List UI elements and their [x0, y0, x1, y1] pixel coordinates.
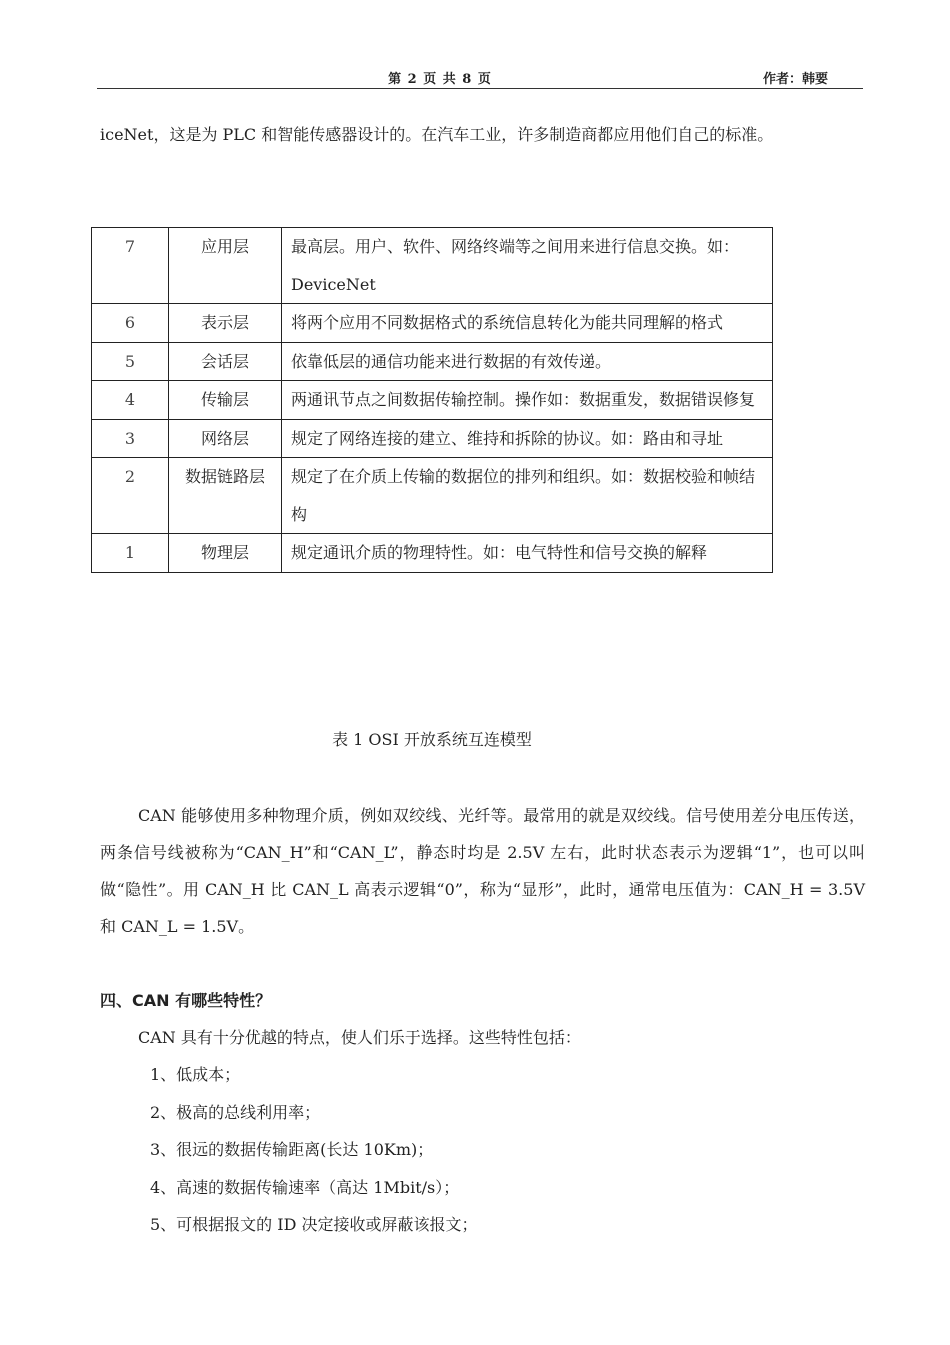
intro-text: iceNet，这是为 PLC 和智能传感器设计的。在汽车工业，许多制造商都应用他们自己的标准。	[100, 125, 774, 144]
layer-description-cell: 规定了网络连接的建立、维持和拆除的协议。如：路由和寻址	[282, 419, 773, 458]
table-row	[92, 304, 773, 343]
layer-number-cell: 3	[92, 419, 169, 458]
can-description-paragraph: CAN 能够使用多种物理介质，例如双绞线、光纤等。最常用的就是双绞线。信号使用差分电压传送，两条信号线被称为“CAN_H”和“CAN_L”，静态时均是 2.5V 左右，此时状态表示为逻辑“1”，也可以叫做“隐性”。用 CAN_H 比 CAN_L 高表示逻辑“0”，称为“显形”，此时，通常电压值为：CAN_H = 3.5V 和 CAN_L = 1.5V。	[100, 806, 865, 936]
layer-name-cell: 表示层	[169, 304, 282, 343]
layer-name-cell: 传输层	[169, 381, 282, 420]
layer-number-cell: 5	[92, 342, 169, 381]
table-row	[92, 534, 773, 573]
table-caption: 表 1 OSI 开放系统互连模型	[332, 730, 532, 749]
feature-item: 1、低成本；	[150, 1065, 241, 1084]
layer-number-cell: 1	[92, 534, 169, 573]
layer-name-cell: 物理层	[169, 534, 282, 573]
layer-description-cell: 最高层。用户、软件、网络终端等之间用来进行信息交换。如：DeviceNet	[282, 228, 773, 304]
layer-name-cell: 网络层	[169, 419, 282, 458]
layer-name-cell: 数据链路层	[169, 458, 282, 534]
header-divider	[97, 88, 863, 89]
table-row	[92, 458, 773, 534]
layer-number-cell: 7	[92, 228, 169, 304]
author-label: 作者：韩要	[762, 72, 828, 87]
table-row	[92, 381, 773, 420]
feature-item: 5、可根据报文的 ID 决定接收或屏蔽该报文；	[150, 1215, 478, 1234]
page-number: 第 2 页 共 8 页	[388, 72, 492, 87]
feature-item: 3、很远的数据传输距离(长达 10Km)；	[150, 1140, 434, 1159]
layer-description-cell: 将两个应用不同数据格式的系统信息转化为能共同理解的格式	[282, 304, 773, 343]
layer-name-cell: 应用层	[169, 228, 282, 304]
layer-description-cell: 规定通讯介质的物理特性。如：电气特性和信号交换的解释	[282, 534, 773, 573]
layer-number-cell: 2	[92, 458, 169, 534]
layer-number-cell: 6	[92, 304, 169, 343]
section-heading: 四、CAN 有哪些特性？	[100, 991, 272, 1010]
table-row	[92, 342, 773, 381]
layer-number-cell: 4	[92, 381, 169, 420]
features-intro: CAN 具有十分优越的特点，使人们乐于选择。这些特性包括：	[138, 1028, 581, 1047]
layer-description-cell: 依靠低层的通信功能来进行数据的有效传递。	[282, 342, 773, 381]
layer-description-cell: 规定了在介质上传输的数据位的排列和组织。如：数据校验和帧结构	[282, 458, 773, 534]
osi-model-table	[91, 227, 773, 573]
feature-list	[150, 1062, 478, 1250]
feature-item: 4、高速的数据传输速率（高达 1Mbit/s）；	[150, 1177, 460, 1197]
layer-name-cell: 会话层	[169, 342, 282, 381]
table-row	[92, 228, 773, 304]
table-row	[92, 419, 773, 458]
layer-description-cell: 两通讯节点之间数据传输控制。操作如：数据重发，数据错误修复	[282, 381, 773, 420]
feature-item: 2、极高的总线利用率；	[150, 1102, 321, 1122]
